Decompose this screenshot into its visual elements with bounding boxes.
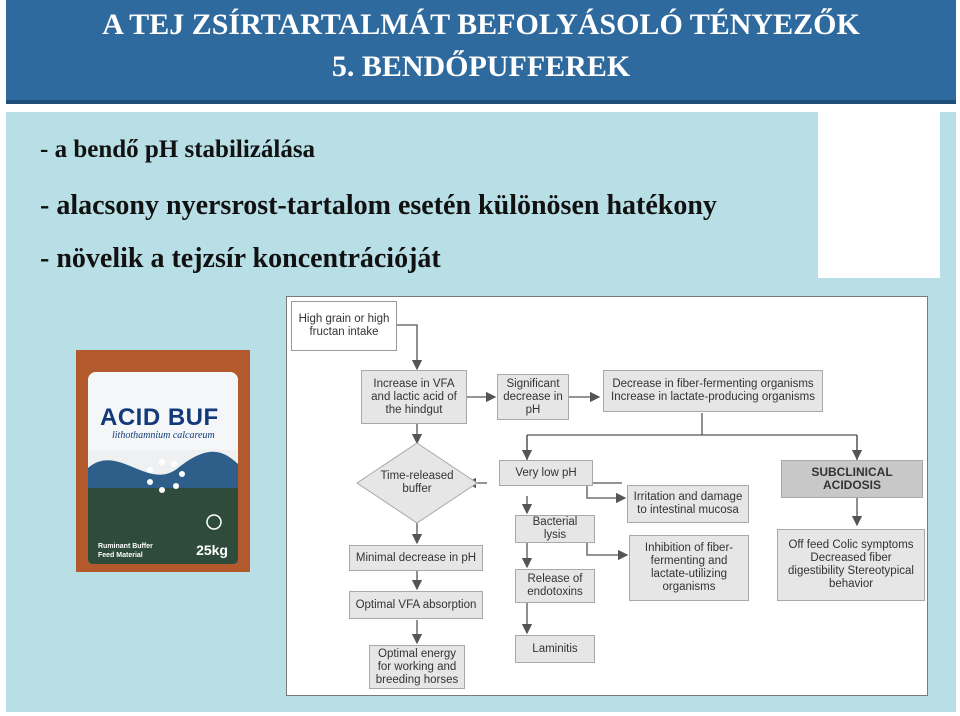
flowchart bbox=[286, 296, 928, 696]
product-weight: 25kg bbox=[196, 542, 228, 558]
box-symptoms: Off feed Colic symptoms Decreased fiber digestibility Stereotypical behavior bbox=[777, 529, 925, 601]
box-laminitis: Laminitis bbox=[515, 635, 595, 663]
box-increase-vfa: Increase in VFA and lactic acid of the hindgut bbox=[361, 370, 467, 424]
product-subtitle: lithothamnium calcareum bbox=[112, 430, 215, 441]
feed-bag bbox=[88, 372, 238, 564]
product-photo bbox=[76, 350, 250, 572]
title-bar bbox=[6, 0, 956, 104]
product-name: ACID BUF bbox=[100, 404, 219, 431]
box-optimal-vfa: Optimal VFA absorption bbox=[349, 591, 483, 619]
box-release-endotoxins: Release of endotoxins bbox=[515, 569, 595, 603]
box-ph-decrease: Significant decrease in pH bbox=[497, 374, 569, 420]
page-title: A TEJ ZSÍRTARTALMÁT BEFOLYÁSOLÓ TÉNYEZŐK bbox=[102, 8, 860, 41]
page-subtitle: 5. BENDŐPUFFEREK bbox=[331, 50, 631, 83]
bag-wave-graphic bbox=[88, 372, 238, 564]
product-note: Ruminant Buffer Feed Material bbox=[98, 543, 153, 559]
bullet-milk-fat: - növelik a tejzsír koncentrációját bbox=[40, 243, 441, 274]
box-minimal-decrease: Minimal decrease in pH bbox=[349, 545, 483, 571]
blank-panel bbox=[818, 112, 940, 278]
box-subclinical-acidosis: SUBCLINICAL ACIDOSIS bbox=[781, 460, 923, 498]
box-irritation: Irritation and damage to intestinal mucosa bbox=[627, 485, 749, 523]
box-inhibition: Inhibition of fiber-fermenting and lactate-utilizing organisms bbox=[629, 535, 749, 601]
box-very-low-ph: Very low pH bbox=[499, 460, 593, 486]
start-high-grain: High grain or high fructan intake bbox=[291, 301, 397, 351]
bullet-low-fiber: - alacsony nyersrost-tartalom esetén különösen hatékony bbox=[40, 190, 717, 221]
bullet-ph-stabilization: - a bendő pH stabilizálása bbox=[40, 136, 316, 163]
diamond-buffer: Time-released buffer bbox=[380, 470, 454, 495]
box-bacterial-lysis: Bacterial lysis bbox=[515, 515, 595, 543]
box-optimal-energy: Optimal energy for working and breeding horses bbox=[369, 645, 465, 689]
box-organisms-change: Decrease in fiber-fermenting organisms Increase in lactate-producing organisms bbox=[603, 370, 823, 412]
